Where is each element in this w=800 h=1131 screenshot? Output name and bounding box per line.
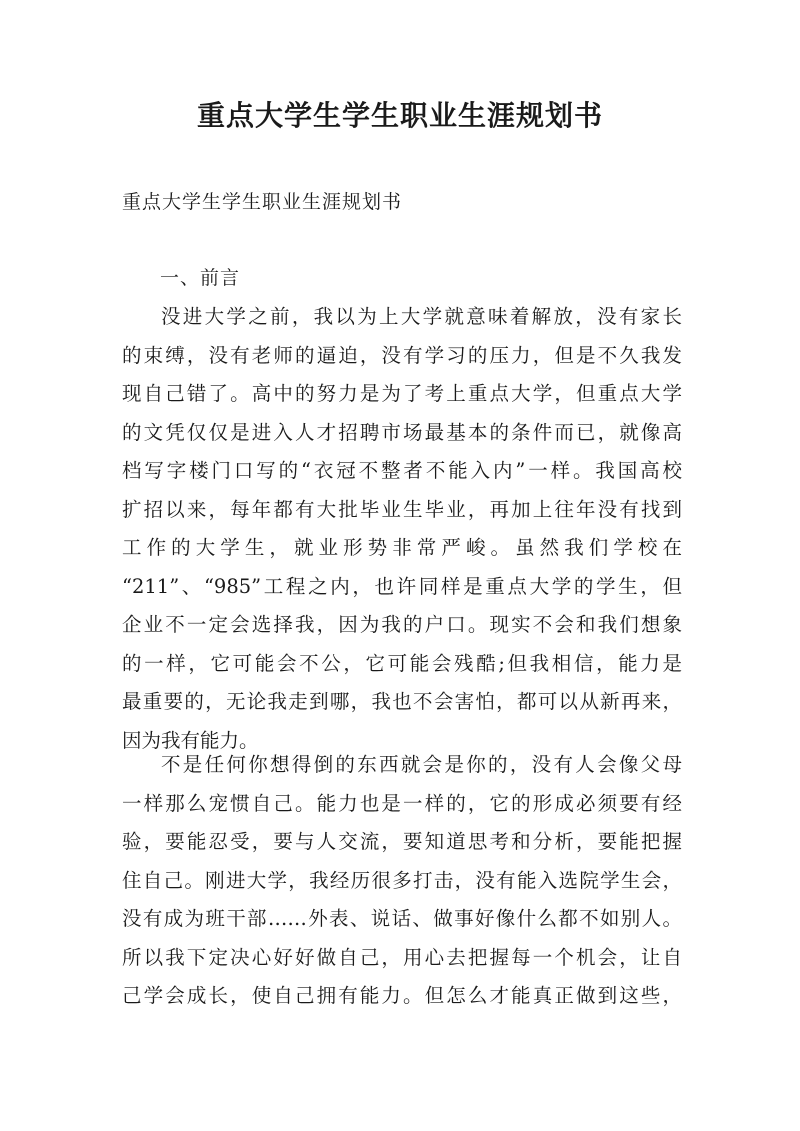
text-line: 档写字楼门口写的“衣冠不整者不能入内”一样。我国高校 xyxy=(122,459,682,482)
text-line: 扩招以来，每年都有大批毕业生毕业，再加上往年没有找到 xyxy=(122,497,682,521)
text-line: 一样那么宠惯自己。能力也是一样的，它的形成必须要有经 xyxy=(122,791,682,815)
section-heading: 一、前言 xyxy=(160,267,241,289)
text-line: 工作的大学生，就业形势非常严峻。虽然我们学校在 xyxy=(122,536,682,559)
document-title: 重点大学生学生职业生涯规划书 xyxy=(196,99,603,132)
text-line: 没进大学之前，我以为上大学就意味着解放，没有家长 xyxy=(161,305,682,328)
text-line: 的文凭仅仅是进入人才招聘市场最基本的条件而已，就像高 xyxy=(122,420,682,444)
text-line: 的束缚，没有老师的逼迫，没有学习的压力，但是不久我发 xyxy=(122,343,682,367)
text-line: “211”、“985”工程之内，也许同样是重点大学的学生，但 xyxy=(122,574,682,598)
text-line: 的一样，它可能会不公，它可能会残酷;但我相信，能力是 xyxy=(122,651,682,675)
text-line: 没有成为班干部……外表、说话、做事好像什么都不如别人。 xyxy=(122,907,682,930)
text-line: 所以我下定决心好好做自己，用心去把握每一个机会，让自 xyxy=(122,945,682,969)
text-line: 住自己。刚进大学，我经历很多打击，没有能入选院学生会， xyxy=(122,868,682,892)
text-line: 企业不一定会选择我，因为我的户口。现实不会和我们想象 xyxy=(122,613,682,636)
paragraph-1 xyxy=(122,298,682,760)
document-subtitle: 重点大学生学生职业生涯规划书 xyxy=(122,191,403,213)
text-line: 因为我有能力。 xyxy=(122,728,259,752)
text-line: 最重要的，无论我走到哪，我也不会害怕，都可以从新再来， xyxy=(122,690,682,713)
text-line: 现自己错了。高中的努力是为了考上重点大学，但重点大学 xyxy=(122,382,682,405)
text-line: 不是任何你想得倒的东西就会是你的，没有人会像父母 xyxy=(161,753,682,776)
text-line: 验，要能忍受，要与人交流，要知道思考和分析，要能把握 xyxy=(122,830,682,853)
text-line: 己学会成长，使自己拥有能力。但怎么才能真正做到这些， xyxy=(122,984,682,1007)
paragraph-2 xyxy=(122,746,682,1016)
